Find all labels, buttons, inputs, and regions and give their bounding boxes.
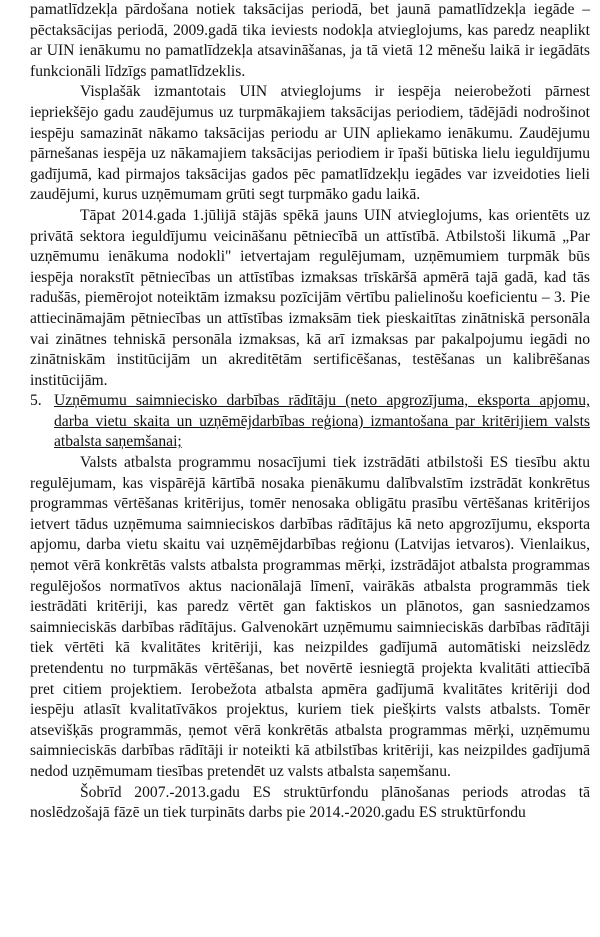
paragraph-structural-funds: Šobrīd 2007.-2013.gadu ES struktūrfondu plānošanas periods atrodas tā noslēdzošajā fāzē un tiek turpināts darbs pie 2014.-2020.gadu ES struktūrfondu: [30, 783, 590, 822]
section-heading: [30, 391, 590, 453]
section-title: Uzņēmumu saimniecisko darbības rādītāju (neto apgrozījuma, eksporta apjomu, darba vietu skaita un uzņēmējdarbības reģiona) izmantošana par kritērijiem valsts atbalsta saņemšanai;: [54, 392, 590, 451]
paragraph-rnd-relief: Tāpat 2014.gada 1.jūlijā stājās spēkā jauns UIN atvieglojums, kas orientēts uz privātā sektora ieguldījumu veicināšanu pētniecībā un attīstībā. Atbilstoši likumā „Par uzņēmumu ienākuma nodokli" ietvertajam regulējumam, uzņēmumiem turpmāk būs iespēja norakstīt pētniecības un attīstības izmaksas trīskāršā apmērā tajā gadā, kad tās radušās, piemērojot noteiktām izmaksu pozīcijām vērtību palielinošu koeficientu – 3. Pie attiecināmajām pētniecības un attīstības izmaksām tiek pieskaitītas zinātniskā personāla vai zinātnes tehniskā personāla izmaksas, kā arī izmaksas par pakalpojumu iegādi no zinātniskām institūcijām un akreditētām sertificēšanas, testēšanas un kalibrēšanas institūcijām.: [30, 206, 590, 389]
paragraph-state-aid-criteria: Valsts atbalsta programmu nosacījumi tiek izstrādāti atbilstoši ES tiesību aktu regulējumam, kas vispārējā kārtībā nosaka pienākumu dalībvalstīm izstrādāt konkrētus programmas vērtēšanas kritērijus, tomēr nenosaka obligātu prasību vērtēšanas kritērijos ietvert tādus uzņēmuma saimnieciskos darbības rādītājus kā neto apgrozījumu, eksporta apjomu, darba vietu skaitu vai uzņēmējdarbības reģionu (Latvijas ietvaros). Vienlaikus, ņemot vērā konkrētās valsts atbalsta programmas mērķi, izstrādājot atbalsta programmas regulējošos normatīvos aktus nacionālajā līmenī, vairākās atbalsta programmās tiek iestrādāti kritēriji, kas paredz vērtēt gan faktiskos un plānotos, gan sasniedzamos saimnieciskās darbības rādītājus. Galvenokārt uzņēmumu saimnieciskās darbības rādītāji tiek vērtēti kā kvalitātes kritēriji, kas neizpildes gadījumā automātiski neizslēdz pretendentu no turpmākās vērtēšanas, bet novērtē iesniegtā projekta kvalitāti attiecībā pret citiem projektiem. Ierobežota atbalsta apmēra gadījumā kvalitātes kritēriji dod iespēju atlasīt kvalitatīvākos projektus, kuriem tiek piešķirts valsts atbalsts. Tomēr atsevišķās programmās, ņemot vērā konkrētās atbalsta programmas mērķi, uzņēmumu saimnieciskās darbības rādītāji ir noteikti kā atbilstības kritēriji, kas neizpildes gadījumā nedod uzņēmumam tiesības pretendēt uz valsts atbalsta saņemšanu.: [30, 454, 590, 780]
paragraph-loss-carryforward: Visplašāk izmantotais UIN atvieglojums ir iespēja neierobežoti pārnest iepriekšējo gadu zaudējumus uz turpmākajiem taksācijas periodiem, tādējādi nodrošinot iespēju samazināt nākamo taksācijas periodu ar UIN apliekamo ienākumu. Zaudējumu pārnešanas iespēja uz nākamajiem taksācijas periodiem ir īpaši būtiska lielu ieguldījumu gadījumā, kad pirmajos taksācijas gados pēc pamatlīdzekļu iegādes var izveidoties lieli zaudējumi, kurus uzņēmumam grūti segt turpmāko gadu laikā.: [30, 83, 590, 204]
document-page: [30, 0, 590, 824]
section-number: 5.: [30, 392, 42, 410]
paragraph-continuation: pamatlīdzekļa pārdošana notiek taksācijas periodā, bet jaunā pamatlīdzekļa iegāde – pēctaksācijas periodā, 2009.gadā tika ieviests nodokļa atvieglojums, kas paredz neaplikt ar UIN ienākumu no pamatlīdzekļa atsavināšanas, ja tā vietā 12 mēnešu laikā ir iegādāts funkcionāli līdzīgs pamatlīdzeklis.: [30, 1, 590, 80]
